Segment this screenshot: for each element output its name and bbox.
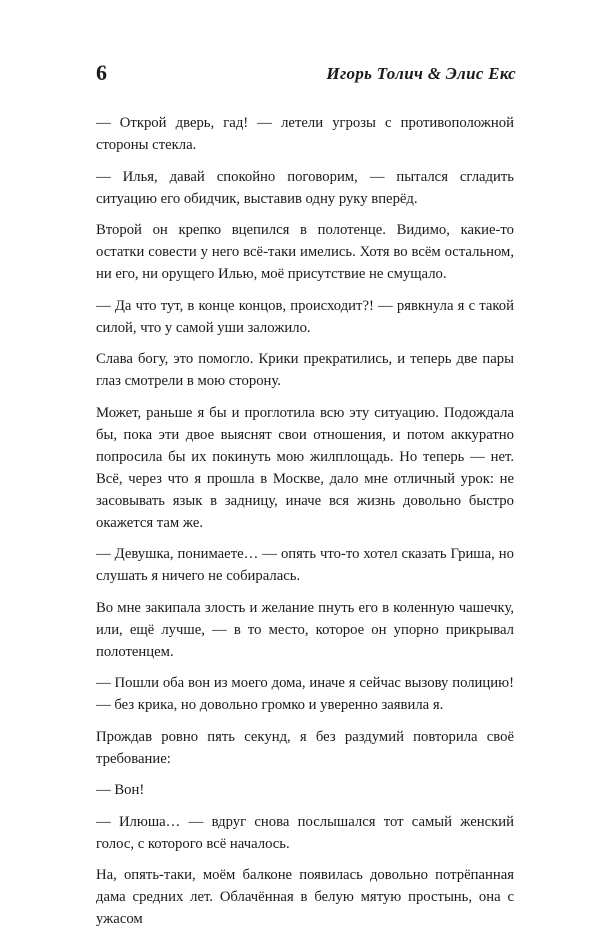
paragraph: — Девушка, понимаете… — опять что-то хотел сказать Гриша, но слушать я ничего не собиралась. (96, 546, 514, 584)
paragraph: Прождав ровно пять секунд, я без раздумий повторила своё требование: (96, 728, 514, 767)
paragraph: На, опять-таки, моём балконе появилась довольно потрёпанная дама средних лет. Облачённая в белую мятую простынь, она с ужасом (96, 867, 514, 927)
paragraph: Во мне закипала злость и желание пнуть его в коленную чашечку, или, ещё лучше, — в то место, которое он упорно прикрывал полотенцем. (96, 599, 514, 660)
paragraph: Может, раньше я бы и проглотила всю эту ситуацию. Подождала бы, пока эти двое выяснят свои отношения, и потом аккуратно попросила бы их покинуть мою жилплощадь. Но теперь — нет. Всё, через что я прошла в Москве, дало мне отличный урок: не засовывать язык в задницу, иначе вся жизнь довольно быстро окажется там же. (96, 404, 514, 531)
paragraph: — Илья, давай спокойно поговорим, — пытался сгладить ситуацию его обидчик, выставив одну руку вперёд. (96, 168, 514, 207)
paragraph: Слава богу, это помогло. Крики прекратились, и теперь две пары глаз смотрели в мою сторону. (96, 351, 514, 389)
page-header (96, 60, 516, 94)
paragraph: — Пошли оба вон из моего дома, иначе я сейчас вызову полицию! — без крика, но довольно громко и уверенно заявила я. (96, 675, 514, 713)
running-title: Игорь Толич & Элис Екс (326, 64, 516, 83)
paragraph: — Да что тут, в конце концов, происходит?! — рявкнула я с такой силой, что у самой уши заложило. (96, 297, 514, 336)
paragraph: — Илюша… — вдруг снова послышался тот самый женский голос, с которого всё началось. (96, 813, 514, 852)
body-text (96, 112, 514, 940)
paragraph: — Открой дверь, гад! — летели угрозы с противоположной стороны стекла. (96, 115, 514, 153)
paragraph: Второй он крепко вцепился в полотенце. Видимо, какие-то остатки совести у него всё-таки имелись. Хотя во всём остальном, ни его, ни орущего Илью, моё присутствие не смущало. (96, 222, 514, 282)
paragraph: — Вон! (96, 782, 145, 798)
page-number: 6 (96, 60, 107, 85)
